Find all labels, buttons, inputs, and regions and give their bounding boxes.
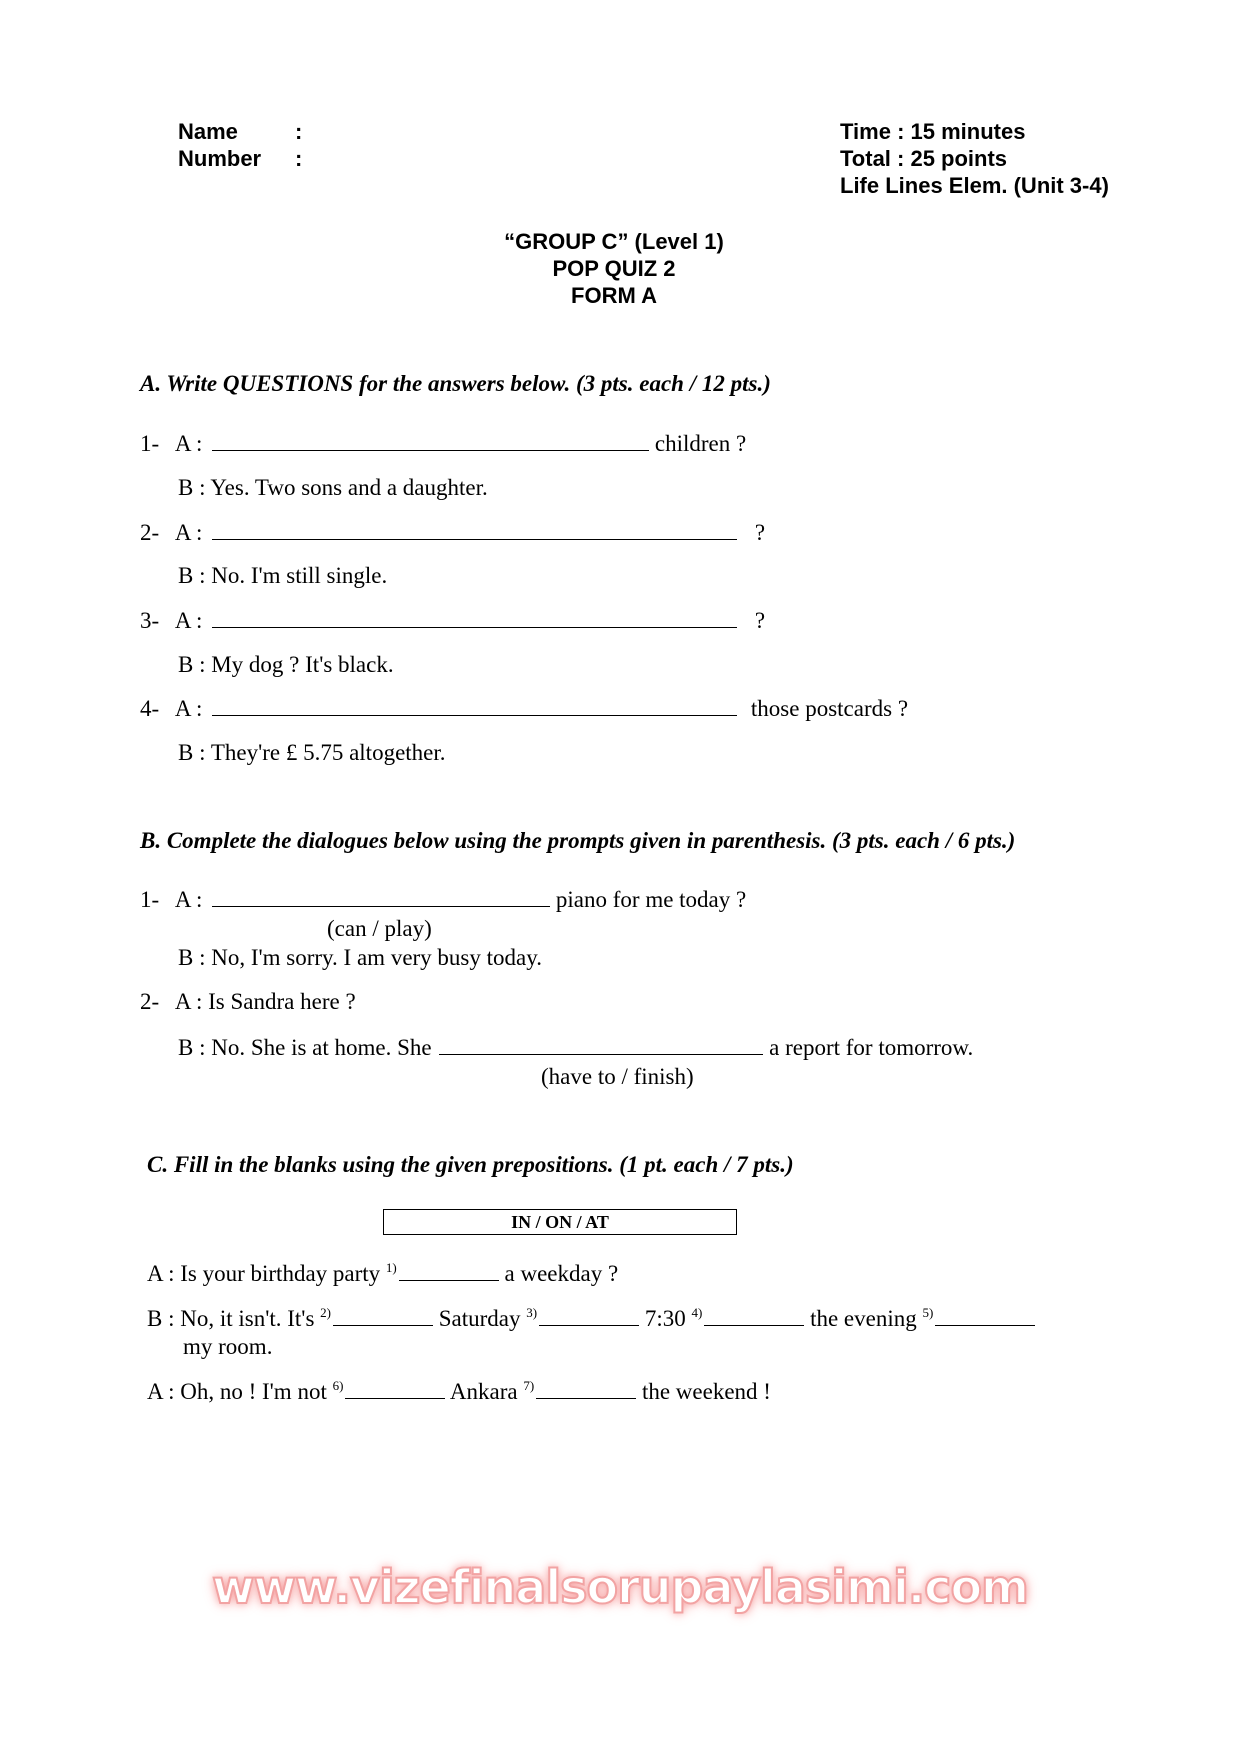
name-colon: : bbox=[295, 119, 303, 144]
question-suffix: ? bbox=[754, 520, 766, 545]
watermark: www.vizefinalsorupaylasimi.com bbox=[212, 1560, 1028, 1614]
blank-4[interactable] bbox=[704, 1305, 804, 1326]
dialogue-prefix: B : No. She is at home. She bbox=[178, 1035, 432, 1060]
speaker-a: A : bbox=[174, 608, 203, 633]
text: A : Oh, no ! I'm not bbox=[147, 1379, 327, 1404]
dialogue-b2-b bbox=[178, 1034, 973, 1061]
text: Ankara bbox=[449, 1379, 518, 1404]
question-a1 bbox=[140, 430, 746, 457]
blank-6[interactable] bbox=[345, 1378, 445, 1399]
item-number: 3- bbox=[140, 608, 160, 633]
item-number: 1- bbox=[140, 431, 160, 456]
dialogue-b1-a bbox=[140, 886, 746, 913]
text: B : No, it isn't. It's bbox=[147, 1306, 315, 1331]
blank-number: 2) bbox=[320, 1305, 331, 1320]
item-number: 4- bbox=[140, 696, 160, 721]
dialogue-suffix: piano for me today ? bbox=[555, 887, 747, 912]
time-info: Time : 15 minutes bbox=[840, 119, 1026, 144]
answer-blank[interactable] bbox=[212, 695, 737, 716]
item-number: 2- bbox=[140, 520, 160, 545]
question-a3 bbox=[140, 607, 765, 634]
speaker-a: A : bbox=[174, 431, 203, 456]
blank-number: 3) bbox=[526, 1305, 538, 1320]
question-suffix: those postcards ? bbox=[750, 696, 909, 721]
answer-b3: B : My dog ? It's black. bbox=[178, 652, 394, 677]
speaker-a: A : bbox=[174, 520, 203, 545]
section-a-heading: A. Write QUESTIONS for the answers below. (3 pts. each / 12 pts.) bbox=[140, 371, 771, 396]
form-title: FORM A bbox=[571, 283, 657, 308]
text: the weekend ! bbox=[641, 1379, 771, 1404]
section-c-heading: C. Fill in the blanks using the given prepositions. (1 pt. each / 7 pts.) bbox=[147, 1152, 794, 1177]
dialogue-suffix: a report for tomorrow. bbox=[769, 1035, 974, 1060]
question-suffix: ? bbox=[754, 608, 766, 633]
question-suffix: children ? bbox=[654, 431, 747, 456]
name-label: Name bbox=[178, 119, 238, 144]
preposition-word-box: IN / ON / AT bbox=[383, 1209, 737, 1235]
speaker-a: A : bbox=[174, 887, 203, 912]
blank-2[interactable] bbox=[333, 1305, 433, 1326]
blank-number: 6) bbox=[332, 1378, 344, 1393]
question-a4 bbox=[140, 695, 908, 722]
number-label: Number bbox=[178, 146, 262, 171]
blank-5[interactable] bbox=[935, 1305, 1035, 1326]
fill-line-2-cont: my room. bbox=[183, 1334, 273, 1359]
fill-line-3 bbox=[147, 1378, 771, 1405]
number-colon: : bbox=[295, 146, 303, 171]
fill-line-2 bbox=[147, 1305, 1035, 1332]
dialogue-b2-a bbox=[140, 989, 356, 1015]
prompt-can-play: (can / play) bbox=[327, 916, 432, 941]
blank-number: 1) bbox=[385, 1260, 397, 1275]
blank-7[interactable] bbox=[536, 1378, 636, 1399]
answer-blank[interactable] bbox=[212, 519, 737, 540]
group-title: “GROUP C” (Level 1) bbox=[504, 229, 724, 254]
blank-3[interactable] bbox=[539, 1305, 639, 1326]
answer-b1: B : Yes. Two sons and a daughter. bbox=[178, 475, 488, 500]
item-number: 1- bbox=[140, 887, 160, 912]
text: A : Is your birthday party bbox=[147, 1261, 381, 1286]
blank-number: 4) bbox=[691, 1305, 703, 1320]
dialogue-b1-b: B : No, I'm sorry. I am very busy today. bbox=[178, 945, 542, 970]
quiz-title: POP QUIZ 2 bbox=[552, 256, 676, 281]
section-b-heading: B. Complete the dialogues below using the prompts given in parenthesis. (3 pts. each / 6 pts.) bbox=[140, 828, 1016, 853]
blank-1[interactable] bbox=[399, 1260, 499, 1281]
answer-blank[interactable] bbox=[439, 1034, 763, 1055]
answer-b2: B : No. I'm still single. bbox=[178, 563, 388, 588]
answer-blank[interactable] bbox=[212, 430, 649, 451]
answer-blank[interactable] bbox=[212, 886, 550, 907]
dialogue-line: A : Is Sandra here ? bbox=[174, 989, 356, 1014]
fill-line-1 bbox=[147, 1260, 618, 1287]
answer-blank[interactable] bbox=[212, 607, 737, 628]
answer-b4: B : They're £ 5.75 altogether. bbox=[178, 740, 446, 765]
blank-number: 5) bbox=[922, 1305, 934, 1320]
total-info: Total : 25 points bbox=[840, 146, 1008, 171]
item-number: 2- bbox=[140, 989, 160, 1014]
blank-number: 7) bbox=[523, 1378, 535, 1393]
text: Saturday bbox=[438, 1306, 521, 1331]
book-info: Life Lines Elem. (Unit 3-4) bbox=[840, 173, 1109, 198]
question-a2 bbox=[140, 519, 765, 546]
text: a weekday ? bbox=[504, 1261, 619, 1286]
text: the evening bbox=[810, 1306, 917, 1331]
speaker-a: A : bbox=[174, 696, 203, 721]
prompt-have-to-finish: (have to / finish) bbox=[541, 1064, 694, 1089]
text: 7:30 bbox=[644, 1306, 686, 1331]
